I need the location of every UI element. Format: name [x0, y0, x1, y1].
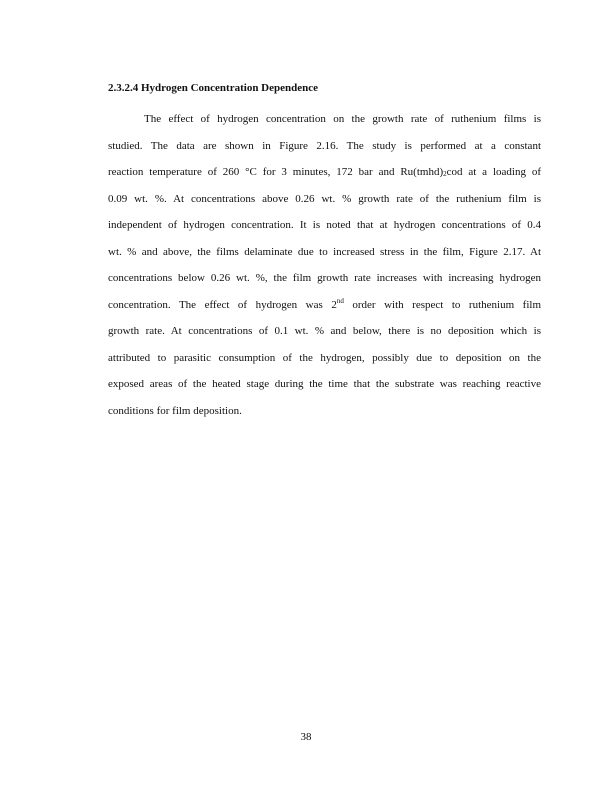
paragraph-line-3-text-b: cod at a loading of: [446, 166, 541, 178]
subscript-2: 2: [443, 170, 447, 178]
paragraph-line-9: growth rate. At concentrations of 0.1 wt. % and below, there is no deposition which is: [108, 325, 541, 337]
paragraph-line-6: wt. % and above, the films delaminate due to increased stress in the film, Figure 2.17. At: [108, 245, 541, 258]
paragraph-line-12: conditions for film deposition.: [108, 404, 242, 417]
paragraph-line-11: exposed areas of the heated stage during the time that the substrate was reaching reactive: [108, 378, 541, 390]
paragraph-line-1: The effect of hydrogen concentration on the growth rate of ruthenium films is: [144, 113, 541, 125]
paragraph-line-8-text-b: order with respect to ruthenium film: [343, 298, 541, 311]
paragraph-line-3-text-a: reaction temperature of 260 °C for 3 minutes, 172 bar and Ru(tmhd): [108, 166, 444, 178]
paragraph-line-3: [108, 159, 541, 186]
paragraph-line-8: [108, 292, 541, 319]
paragraph-line-7: concentrations below 0.26 wt. %, the film growth rate increases with increasing hydrogen: [108, 272, 541, 284]
body-paragraph: [108, 106, 541, 424]
paragraph-line-5: independent of hydrogen concentration. It is noted that at hydrogen concentrations of 0.4: [108, 219, 541, 231]
page-number: 38: [300, 731, 312, 743]
superscript-nd: nd: [336, 296, 344, 305]
paragraph-line-8-text-a: concentration. The effect of hydrogen was 2: [108, 298, 337, 311]
paragraph-line-10: attributed to parasitic consumption of the hydrogen, possibly due to deposition on the: [108, 351, 541, 364]
section-heading: 2.3.2.4 Hydrogen Concentration Dependence: [108, 82, 319, 94]
paragraph-line-2: studied. The data are shown in Figure 2.16. The study is performed at a constant: [108, 139, 541, 152]
paragraph-line-4: 0.09 wt. %. At concentrations above 0.26 wt. % growth rate of the ruthenium film is: [108, 192, 541, 205]
